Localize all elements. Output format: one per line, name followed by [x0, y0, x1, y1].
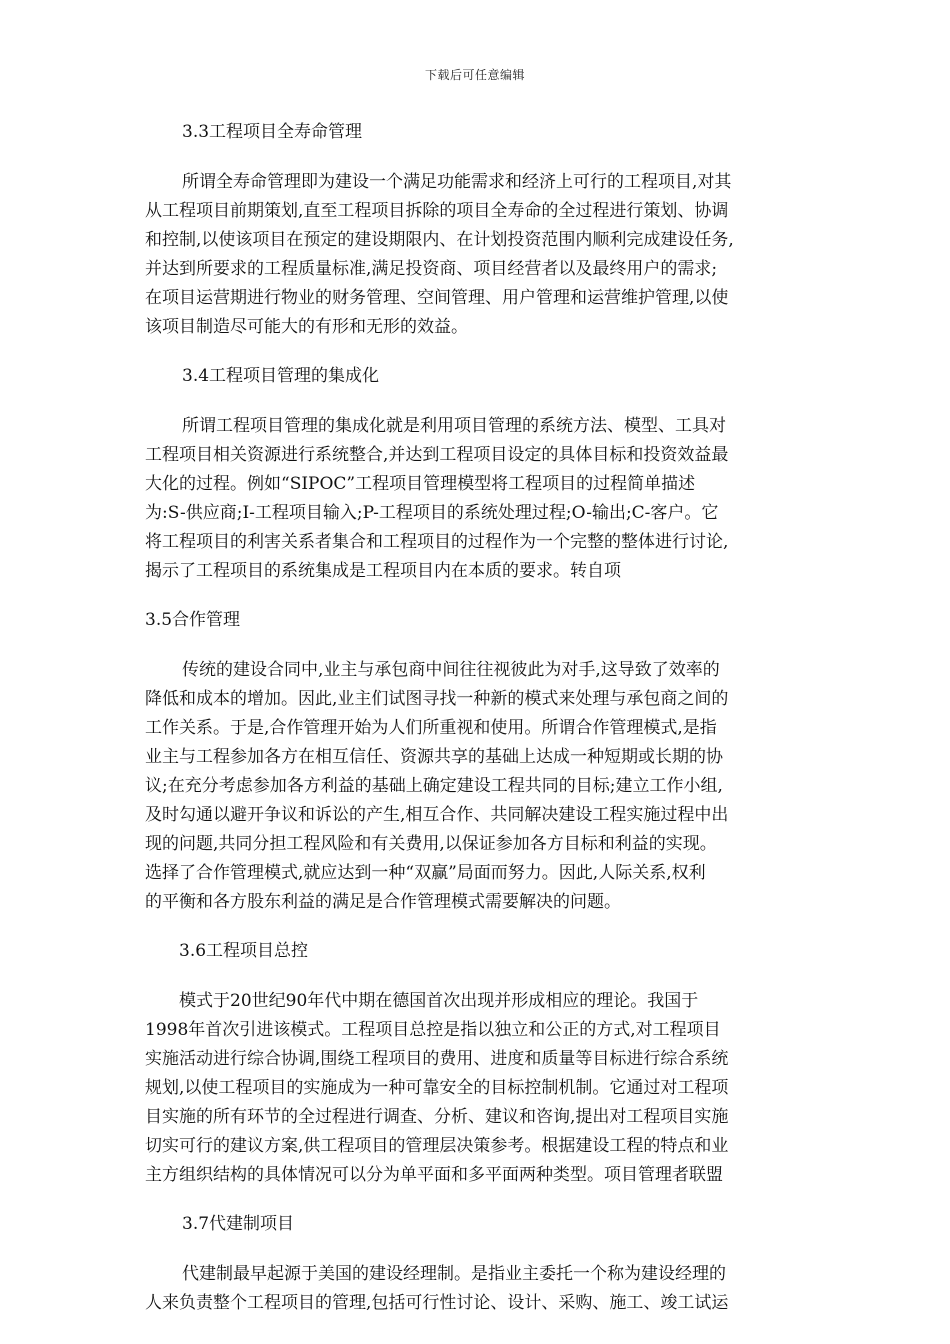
text-line: 降低和成本的增加。因此,业主们试图寻找一种新的模式来处理与承包商之间的 — [145, 689, 729, 709]
text-line: 切实可行的建议方案,供工程项目的管理层决策参考。根据建设工程的特点和业 — [145, 1136, 729, 1156]
text-line: 主方组织结构的具体情况可以分为单平面和多平面两种类型。项目管理者联盟 — [145, 1165, 723, 1185]
text-line: 选择了合作管理模式,就应达到一种“双赢”局面而努力。因此,人际关系,权利 — [145, 863, 706, 883]
section-3-4 — [145, 362, 805, 586]
paragraph — [145, 987, 805, 1190]
document-body — [145, 118, 805, 1318]
text-line: 所谓工程项目管理的集成化就是利用项目管理的系统方法、模型、工具对 — [182, 416, 726, 436]
text-line: 并达到所要求的工程质量标准,满足投资商、项目经营者以及最终用户的需求; — [145, 259, 718, 279]
text-line: 现的问题,共同分担工程风险和有关费用,以保证参加各方目标和利益的实现。 — [145, 834, 717, 854]
text-line: 人来负责整个工程项目的管理,包括可行性讨论、设计、采购、施工、竣工试运 — [145, 1293, 729, 1313]
section-heading: 3.4工程项目管理的集成化 — [182, 366, 380, 386]
text-line: 和控制,以使该项目在预定的建设期限内、在计划投资范围内顺利完成建设任务, — [145, 230, 734, 250]
text-line: 议;在充分考虑参加各方利益的基础上确定建设工程共同的目标;建立工作小组, — [145, 776, 723, 796]
text-line: 模式于20世纪90年代中期在德国首次出现并形成相应的理论。我国于 — [179, 991, 699, 1011]
section-3-5 — [145, 606, 805, 917]
text-line: 目实施的所有环节的全过程进行调查、分析、建议和咨询,提出对工程项目实施 — [145, 1107, 729, 1127]
paragraph — [145, 412, 805, 586]
text-line: 业主与工程参加各方在相互信任、资源共享的基础上达成一种短期或长期的协 — [145, 747, 723, 767]
text-line: 从工程项目前期策划,直至工程项目拆除的项目全寿命的全过程进行策划、协调 — [145, 201, 729, 221]
text-line: 工程项目相关资源进行系统整合,并达到工程项目设定的具体目标和投资效益最 — [145, 445, 729, 465]
section-heading: 3.7代建制项目 — [182, 1214, 295, 1234]
text-line: 及时勾通以避开争议和诉讼的产生,相互合作、共同解决建设工程实施过程中出 — [145, 805, 729, 825]
text-line: 规划,以使工程项目的实施成为一种可靠安全的目标控制机制。它通过对工程项 — [145, 1078, 729, 1098]
section-3-6 — [145, 937, 805, 1190]
paragraph — [145, 168, 805, 342]
text-line: 代建制最早起源于美国的建设经理制。是指业主委托一个称为建设经理的 — [182, 1264, 726, 1284]
text-line: 揭示了工程项目的系统集成是工程项目内在本质的要求。转自项 — [145, 561, 621, 581]
text-line: 所谓全寿命管理即为建设一个满足功能需求和经济上可行的工程项目,对其 — [182, 172, 732, 192]
header-note: 下载后可任意编辑 — [424, 68, 525, 82]
paragraph — [145, 1260, 805, 1318]
section-heading: 3.3工程项目全寿命管理 — [182, 122, 363, 142]
text-line: 实施活动进行综合协调,围绕工程项目的费用、进度和质量等目标进行综合系统 — [145, 1049, 729, 1069]
section-heading: 3.5合作管理 — [145, 610, 241, 630]
text-line: 该项目制造尽可能大的有形和无形的效益。 — [145, 317, 468, 337]
text-line: 工作关系。于是,合作管理开始为人们所重视和使用。所谓合作管理模式,是指 — [145, 718, 717, 738]
text-line: 1998年首次引进该模式。工程项目总控是指以独立和公正的方式,对工程项目 — [145, 1020, 721, 1040]
text-line: 为:S-供应商;I-工程项目输入;P-工程项目的系统处理过程;O-输出;C-客户。它 — [145, 503, 719, 523]
text-line: 大化的过程。例如“SIPOC”工程项目管理模型将工程项目的过程简单描述 — [145, 474, 696, 494]
text-line: 将工程项目的利害关系者集合和工程项目的过程作为一个完整的整体进行讨论, — [145, 532, 729, 552]
text-line: 在项目运营期进行物业的财务管理、空间管理、用户管理和运营维护管理,以使 — [145, 288, 729, 308]
paragraph — [145, 656, 805, 917]
section-heading: 3.6工程项目总控 — [179, 941, 309, 961]
section-3-3 — [145, 118, 805, 342]
text-line: 的平衡和各方股东利益的满足是合作管理模式需要解决的问题。 — [145, 892, 621, 912]
section-3-7 — [145, 1210, 805, 1318]
text-line: 传统的建设合同中,业主与承包商中间往往视彼此为对手,这导致了效率的 — [182, 660, 720, 680]
